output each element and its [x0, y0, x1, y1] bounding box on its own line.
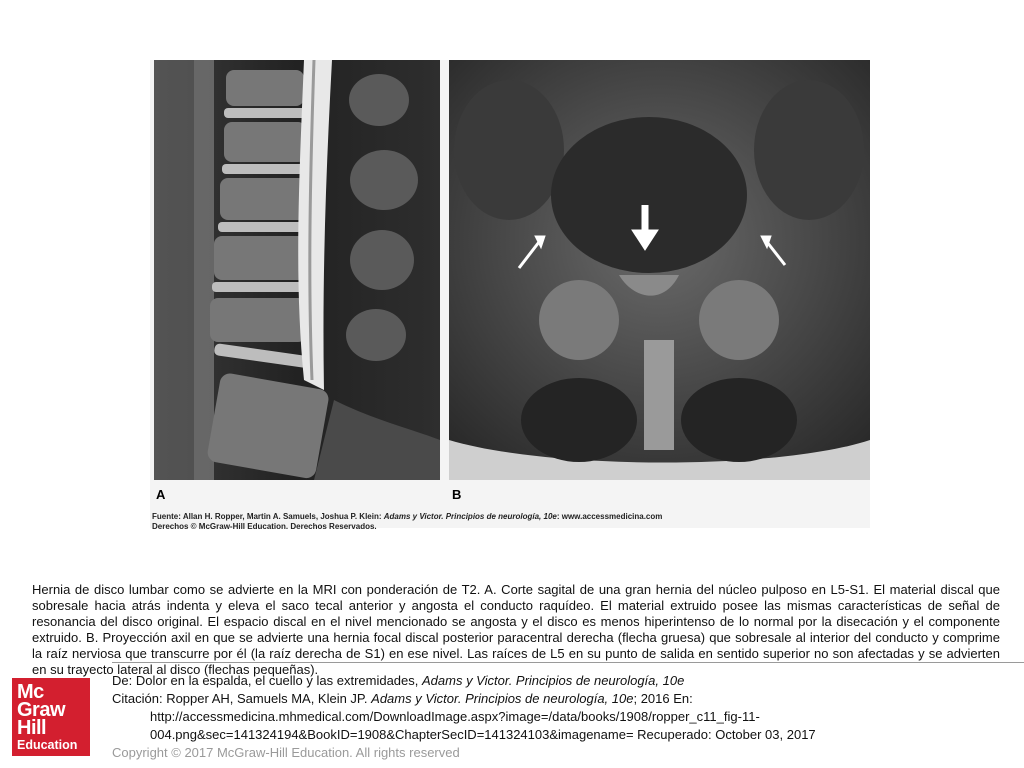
citation-url-line-2[interactable]: 004.png&sec=141324194&BookID=1908&ChapterSecID=141324103&imagename= Recuperado: October 03, 2017	[150, 727, 816, 742]
sagittal-mri-image	[154, 60, 440, 480]
axial-mri-image	[449, 60, 870, 480]
citation-url-line-1[interactable]: http://accessmedicina.mhmedical.com/DownloadImage.aspx?image=/data/books/1908/ropper_c11_fig-11-	[150, 709, 760, 724]
figure-rights: Derechos © McGraw-Hill Education. Derechos Reservados.	[152, 522, 377, 531]
citation-line	[112, 690, 992, 708]
panel-b-letter: B	[452, 487, 462, 502]
divider	[112, 662, 1024, 663]
panel-a-letter: A	[156, 487, 166, 502]
copyright-notice: Copyright © 2017 McGraw-Hill Education. All rights reserved	[112, 745, 460, 760]
figure-source-title: Adams y Victor. Principios de neurología, 10e	[383, 512, 557, 521]
mcgraw-hill-logo	[12, 678, 90, 756]
figure-source-prefix: Fuente: Allan H. Ropper, Martin A. Samuels, Joshua P. Klein:	[152, 512, 384, 521]
citation-suffix: ; 2016 En:	[633, 691, 693, 706]
logo-word-graw: Graw	[17, 699, 66, 721]
logo-word-mc: Mc	[17, 681, 44, 703]
mri-figure	[150, 60, 870, 531]
source-citation-block	[112, 672, 992, 744]
logo-word-education: Education	[17, 738, 78, 752]
figure-source-credit	[152, 512, 868, 532]
source-from-line	[112, 672, 992, 690]
logo-word-hill: Hill	[17, 717, 47, 739]
citation-prefix: Citación: Ropper AH, Samuels MA, Klein JP.	[112, 691, 372, 706]
figure-source-suffix: : www.accessmedicina.com	[556, 512, 663, 521]
source-from-prefix: De: Dolor en la espalda, el cuello y las extremidades,	[112, 673, 422, 688]
source-from-title: Adams y Victor. Principios de neurología, 10e	[422, 673, 685, 688]
figure-caption: Hernia de disco lumbar como se advierte en la MRI con ponderación de T2. A. Corte sagital de una gran hernia del núcleo pulposo en L5-S1. El material discal que sobresale hacia atrás indenta y eleva el saco tecal anterior y angosta el conducto raquídeo. El material extruido posee las mismas características de señal de resonancia del disco original. El espacio discal en el nivel mencionado se angosta y el disco es menos hiperintenso de lo normal por la disecación y el componente extruido. B. Proyección axil en que se advierte una hernia focal discal posterior paracentral derecha (flecha gruesa) que sobresale al interior del conducto y comprime la raíz nerviosa que transcurre por él (la raíz derecha de S1) en ese nivel. Las raíces de L5 en su punto de salida en sentido superior no son afectadas y se advierten en su trayecto lateral al disco (flechas pequeñas).	[32, 582, 1000, 677]
citation-title: Adams y Victor. Principios de neurología, 10e	[371, 691, 634, 706]
